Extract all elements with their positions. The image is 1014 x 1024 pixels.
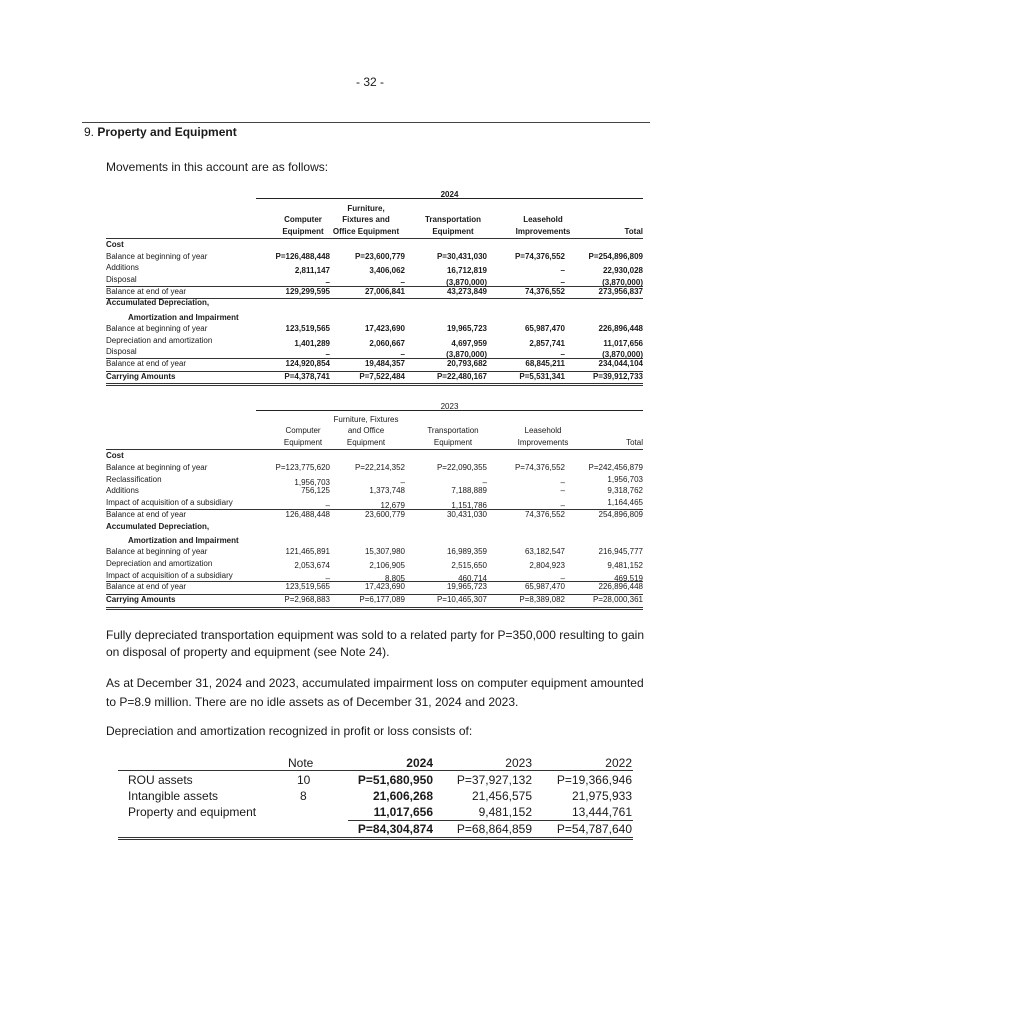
column-header: Leasehold (524, 426, 562, 435)
row-label: Impact of acquisition of a subsidiary (106, 571, 233, 580)
row-value: 65,987,470 (524, 582, 565, 591)
row-label: Cost (106, 451, 124, 460)
paragraph-line: on disposal of property and equipment (see Note 24). (106, 645, 390, 659)
section-number: 9. (84, 125, 95, 139)
row-value: 43,273,849 (446, 287, 487, 296)
row-rule (106, 581, 643, 582)
table-row (106, 347, 643, 358)
row-value: 234,044,104 (598, 359, 643, 368)
row-value: 19,965,723 (446, 582, 487, 591)
row-value: – (325, 501, 330, 510)
row-value: 30,431,030 (446, 510, 487, 519)
row-value: 9,481,152 (607, 561, 643, 570)
row-value: 273,956,837 (598, 287, 643, 296)
row-value: 216,945,777 (598, 547, 643, 556)
table-row (106, 451, 643, 462)
row-label: Intangible assets (128, 789, 219, 803)
row-value: 1,164,465 (607, 498, 643, 507)
table-row (106, 475, 643, 486)
row-label: Balance at end of year (106, 510, 187, 519)
row-value: 16,712,819 (446, 266, 487, 275)
row-2022: P=19,366,946 (556, 773, 632, 787)
row-value: P=4,378,741 (284, 372, 330, 381)
row-label: Balance at beginning of year (106, 463, 208, 472)
row-value: 8,805 (384, 574, 405, 583)
row-value: P=2,968,883 (284, 595, 330, 604)
row-label: Balance at beginning of year (106, 252, 208, 261)
column-header: Furniture, Fixtures (333, 414, 399, 424)
double-rule (106, 383, 643, 386)
row-value: 1,151,786 (451, 501, 487, 510)
row-label: ROU assets (128, 773, 193, 787)
table-row (106, 372, 643, 383)
table-row (106, 313, 643, 324)
row-2022: 13,444,761 (571, 805, 632, 819)
row-value: P=123,775,620 (275, 463, 330, 472)
row-rule (106, 371, 643, 372)
table-row (106, 240, 643, 251)
row-label: Balance at beginning of year (106, 547, 208, 556)
table-row (106, 324, 643, 335)
row-value: 123,519,565 (285, 324, 330, 333)
row-value: (3,870,000) (602, 278, 643, 287)
row-value: 9,318,762 (607, 486, 643, 495)
table-row (106, 252, 643, 263)
table-row (106, 463, 643, 474)
row-value: 2,060,667 (369, 339, 405, 348)
column-header: Total (624, 226, 643, 236)
column-header: Transportation (427, 426, 479, 435)
row-label: Amortization and Impairment (128, 313, 239, 322)
row-value: P=74,376,552 (514, 252, 565, 261)
table-year: 2024 (440, 190, 459, 199)
total-2023: P=68,864,859 (456, 822, 532, 836)
row-label: Property and equipment (128, 805, 257, 819)
table-row (106, 359, 643, 370)
header-2024: 2024 (406, 756, 433, 770)
table-row (106, 582, 643, 593)
table-row (106, 486, 643, 497)
row-note: 10 (297, 773, 311, 787)
column-header: Equipment (282, 226, 324, 236)
row-value: 15,307,980 (364, 547, 405, 556)
row-rule (106, 509, 643, 510)
row-2023: 9,481,152 (478, 805, 532, 819)
row-label: Amortization and Impairment (128, 536, 239, 545)
double-rule (106, 607, 643, 610)
row-rule (106, 286, 643, 287)
row-value: 2,106,905 (369, 561, 405, 570)
section-heading: Property and Equipment (97, 125, 237, 139)
row-label: Reclassification (106, 475, 162, 484)
row-value: 2,804,923 (529, 561, 565, 570)
row-value: 23,600,779 (364, 510, 405, 519)
header-divider (82, 122, 650, 123)
row-value: – (560, 478, 565, 487)
column-header: Computer (285, 426, 321, 435)
row-value: 7,188,889 (451, 486, 487, 495)
row-value: 2,857,741 (529, 339, 565, 348)
row-value: – (400, 278, 405, 287)
row-label: Additions (106, 263, 139, 272)
row-value: – (560, 278, 565, 287)
row-value: 12,679 (380, 501, 405, 510)
row-value: 2,053,674 (294, 561, 330, 570)
row-label: Carrying Amounts (106, 595, 176, 604)
table-row (106, 510, 643, 521)
row-value: 1,956,703 (294, 478, 330, 487)
row-label: Carrying Amounts (106, 372, 176, 381)
movement-table-2023 (106, 402, 643, 612)
row-value: 121,465,891 (285, 547, 330, 556)
row-value: 16,989,359 (446, 547, 487, 556)
column-header: Equipment (432, 226, 474, 236)
table-row (106, 287, 643, 298)
row-value: (3,870,000) (602, 350, 643, 359)
row-value: 17,423,690 (364, 324, 405, 333)
table-row (106, 336, 643, 347)
row-label: Balance at end of year (106, 359, 187, 368)
row-value: 1,956,703 (607, 475, 643, 484)
table-row (106, 547, 643, 558)
row-value: 27,006,841 (364, 287, 405, 296)
row-value: 2,811,147 (294, 266, 330, 275)
section-title (84, 125, 237, 139)
page-number: - 32 - (355, 75, 384, 89)
row-rule (106, 358, 643, 359)
row-value: 129,299,595 (285, 287, 330, 296)
row-2022: 21,975,933 (571, 789, 632, 803)
column-header: Fixtures and (342, 215, 390, 224)
row-value: 65,987,470 (524, 324, 565, 333)
row-label: Disposal (106, 347, 137, 356)
row-value: 4,697,959 (451, 339, 487, 348)
row-value: P=6,177,089 (359, 595, 405, 604)
paragraph-line: Fully depreciated transportation equipment was sold to a related party for P=350,000 resulting to gain (106, 628, 644, 642)
total-2024: P=84,304,874 (357, 822, 433, 836)
row-value: 68,845,211 (525, 359, 565, 368)
movement-table-2024 (106, 190, 643, 390)
paragraph-line: Depreciation and amortization recognized in profit or loss consists of: (106, 724, 473, 738)
row-value: – (325, 350, 330, 359)
table-row (106, 263, 643, 274)
row-value: – (560, 350, 565, 359)
row-value: P=30,431,030 (436, 252, 487, 261)
table-row (106, 498, 643, 509)
column-header: Office Equipment (332, 226, 400, 236)
row-value: 19,484,357 (364, 359, 405, 368)
subtotal-rule (348, 820, 633, 821)
row-value: 2,515,650 (451, 561, 487, 570)
row-value: P=23,600,779 (354, 252, 405, 261)
row-2024: P=51,680,950 (357, 773, 433, 787)
column-header: Improvements (517, 437, 569, 447)
row-value: 1,373,748 (369, 486, 405, 495)
row-value: 11,017,656 (603, 339, 643, 348)
column-header: and Office (347, 426, 385, 435)
table-row (106, 595, 643, 606)
row-value: P=242,456,879 (588, 463, 643, 472)
row-value: – (400, 350, 405, 359)
row-value: P=39,912,733 (592, 372, 643, 381)
paragraph-line: As at December 31, 2024 and 2023, accumulated impairment loss on computer equipment amounted (106, 676, 644, 690)
row-label: Depreciation and amortization (106, 336, 213, 345)
row-label: Additions (106, 486, 139, 495)
total-2022: P=54,787,640 (556, 822, 632, 836)
row-value: P=28,000,361 (592, 595, 643, 604)
table-row (106, 536, 643, 547)
column-header: Transportation (424, 215, 481, 224)
row-value: – (560, 501, 565, 510)
row-value: 226,896,448 (598, 582, 643, 591)
column-header: Furniture, (347, 203, 385, 213)
row-value: 460,714 (458, 574, 487, 583)
row-2024: 21,606,268 (372, 789, 433, 803)
row-label: Balance at end of year (106, 287, 187, 296)
row-label: Cost (106, 240, 124, 249)
column-header: Equipment (433, 437, 473, 447)
table-row (106, 559, 643, 570)
row-label: Accumulated Depreciation, (106, 522, 210, 531)
column-header: Equipment (283, 437, 323, 447)
row-value: – (560, 574, 565, 583)
row-label: Balance at beginning of year (106, 324, 208, 333)
row-value: P=22,480,167 (436, 372, 487, 381)
intro-text: Movements in this account are as follows: (106, 160, 329, 174)
row-value: – (560, 486, 565, 495)
row-value: P=74,376,552 (514, 463, 565, 472)
row-value: – (560, 266, 565, 275)
row-value: 17,423,690 (364, 582, 405, 591)
year-rule (256, 410, 643, 411)
row-value: 74,376,552 (524, 510, 565, 519)
header-note: Note (288, 756, 314, 770)
column-header: Total (626, 437, 643, 447)
row-value: P=5,531,341 (519, 372, 565, 381)
row-value: P=22,214,352 (354, 463, 405, 472)
table-row (106, 522, 643, 533)
row-value: – (400, 478, 405, 487)
row-label: Balance at end of year (106, 582, 187, 591)
row-value: – (482, 478, 487, 487)
row-note: 8 (300, 789, 307, 803)
column-header: Computer (284, 215, 322, 224)
row-value: P=8,389,082 (519, 595, 565, 604)
table-year: 2023 (440, 402, 459, 411)
row-value: P=254,896,809 (588, 252, 643, 261)
row-value: 1,401,289 (294, 339, 330, 348)
row-value: – (325, 278, 330, 287)
row-label: Disposal (106, 275, 137, 284)
row-value: 469,519 (614, 574, 643, 583)
row-value: 126,488,448 (285, 510, 330, 519)
column-header: Leasehold (523, 215, 563, 224)
row-2023: P=37,927,132 (456, 773, 532, 787)
row-value: P=22,090,355 (436, 463, 487, 472)
row-value: 19,965,723 (446, 324, 487, 333)
row-value: (3,870,000) (446, 350, 487, 359)
total-double-rule (118, 837, 633, 840)
table-row (106, 298, 643, 309)
row-2024: 11,017,656 (373, 805, 433, 819)
row-value: 3,406,062 (369, 266, 405, 275)
row-value: 123,519,565 (285, 582, 330, 591)
column-header: Equipment (346, 437, 386, 447)
table-row (106, 275, 643, 286)
row-2023: 21,456,575 (471, 789, 532, 803)
row-value: 74,376,552 (524, 287, 565, 296)
row-value: (3,870,000) (446, 278, 487, 287)
row-value: 20,793,682 (446, 359, 487, 368)
row-value: 22,930,028 (602, 266, 643, 275)
header-2022: 2022 (605, 756, 632, 770)
row-value: 226,896,448 (598, 324, 643, 333)
paragraph-line: to P=8.9 million. There are no idle assets as of December 31, 2024 and 2023. (106, 695, 519, 709)
row-rule (106, 594, 643, 595)
row-value: P=10,465,307 (436, 595, 487, 604)
header-rule (106, 449, 643, 450)
row-value: 63,182,547 (524, 547, 565, 556)
column-header: Improvements (515, 226, 571, 236)
row-label: Depreciation and amortization (106, 559, 213, 568)
row-rule (106, 298, 643, 299)
row-value: 254,896,809 (598, 510, 643, 519)
row-label: Impact of acquisition of a subsidiary (106, 498, 233, 507)
row-value: – (325, 574, 330, 583)
row-value: 124,920,854 (285, 359, 330, 368)
header-2023: 2023 (505, 756, 532, 770)
year-rule (256, 198, 643, 199)
row-label: Accumulated Depreciation, (106, 298, 210, 307)
row-value: P=126,488,448 (275, 252, 330, 261)
header-rule (106, 238, 643, 239)
row-value: 756,125 (301, 486, 330, 495)
header-rule (118, 770, 633, 771)
row-value: P=7,522,484 (359, 372, 405, 381)
